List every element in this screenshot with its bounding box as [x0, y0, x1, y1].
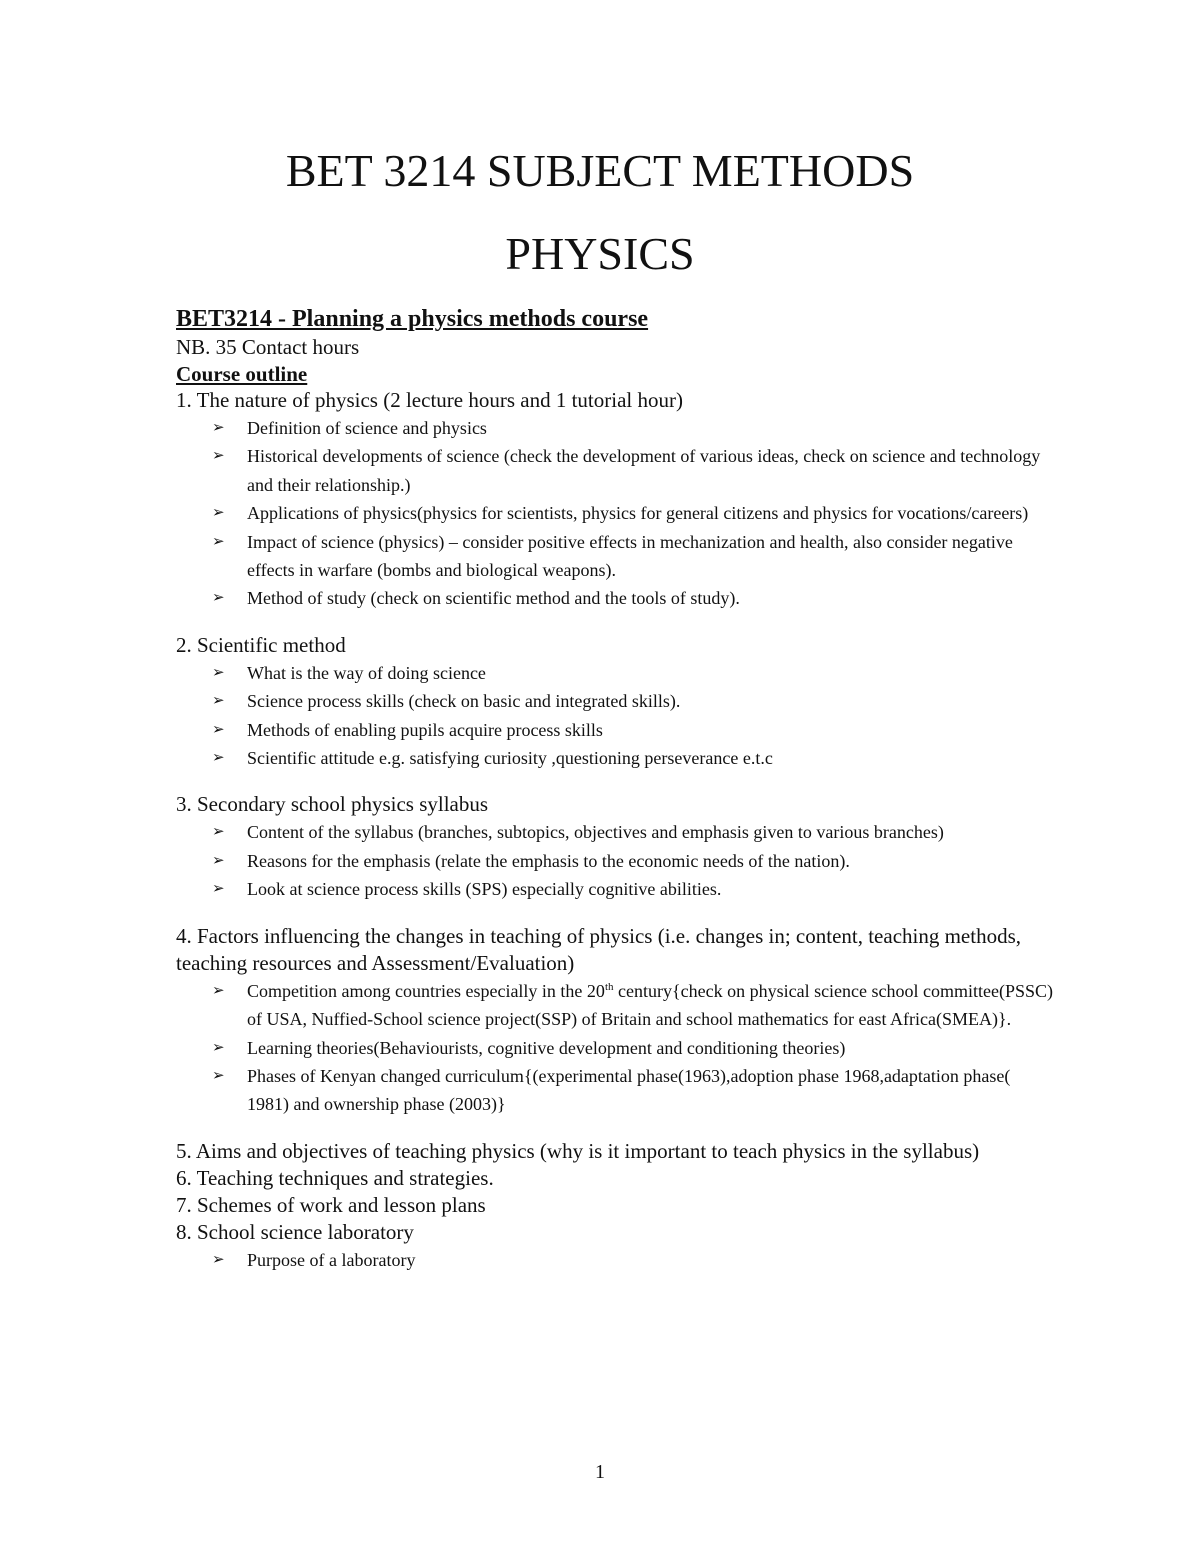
list-item-text: Definition of science and physics	[247, 418, 487, 438]
list-item	[212, 414, 1056, 442]
list-item-text: Method of study (check on scientific method and the tools of study).	[247, 588, 740, 609]
arrow-bullet-icon: ➢	[212, 693, 225, 710]
section-title: 5. Aims and objectives of teaching physics (why is it important to teach physics in the syllabus)	[176, 1138, 980, 1163]
arrow-bullet-icon: ➢	[212, 982, 225, 999]
list-item-text: Science process skills (check on basic and integrated skills).	[247, 691, 681, 712]
arrow-bullet-icon: ➢	[212, 448, 225, 465]
arrow-bullet-icon: ➢	[212, 1039, 225, 1056]
course-outline-label: Course outline	[176, 362, 308, 386]
list-item-text: Look at science process skills (SPS) especially cognitive abilities.	[247, 879, 722, 900]
section-title: 2. Scientific method	[176, 632, 346, 657]
outline-section-2	[176, 632, 1056, 773]
list-item	[212, 847, 1056, 875]
list-item	[212, 499, 1056, 527]
document-title: BET 3214 SUBJECT METHODS	[285, 145, 915, 196]
arrow-bullet-icon: ➢	[212, 533, 225, 550]
list-item-text-end: century{check on physical science school committee(PSSC) of USA, Nuffied-School science project(SSP) of Britain and school mathematics for east Africa(SMEA)}.	[247, 980, 1054, 1030]
list-item-text: Reasons for the emphasis (relate the emphasis to the economic needs of the nation).	[247, 850, 850, 871]
list-item	[212, 875, 1056, 903]
list-item-text: Content of the syllabus (branches, subtopics, objectives and emphasis given to various branches)	[247, 822, 944, 843]
document-body	[176, 304, 1056, 1274]
bullet-list	[176, 414, 1056, 613]
arrow-bullet-icon: ➢	[212, 750, 225, 767]
list-item	[212, 977, 1056, 1034]
list-item	[212, 1062, 1056, 1119]
section-title: 4. Factors influencing the changes in teaching of physics (i.e. changes in; content, teaching methods, teaching resources and Assessment/Evaluation)	[176, 923, 1022, 975]
arrow-bullet-icon: ➢	[212, 852, 225, 869]
list-item-text: Historical developments of science (check the development of various ideas, check on science and technology and their relationship.)	[247, 446, 1041, 495]
arrow-bullet-icon: ➢	[212, 824, 225, 841]
bullet-list	[176, 659, 1056, 773]
arrow-bullet-icon: ➢	[212, 881, 225, 898]
list-item-text: Applications of physics(physics for scientists, physics for general citizens and physics for vocations/careers)	[247, 503, 1029, 524]
arrow-bullet-icon: ➢	[212, 590, 225, 607]
list-item-text: Methods of enabling pupils acquire process skills	[247, 719, 603, 740]
arrow-bullet-icon: ➢	[212, 721, 225, 738]
document-subtitle: PHYSICS	[505, 228, 695, 279]
list-item	[212, 818, 1056, 846]
course-heading: BET3214 - Planning a physics methods course	[176, 306, 649, 332]
section-title: 3. Secondary school physics syllabus	[176, 792, 489, 817]
bullet-list	[176, 1246, 1056, 1274]
contact-hours-note: NB. 35 Contact hours	[176, 335, 360, 359]
list-item-text: Phases of Kenyan changed curriculum{(experimental phase(1963),adoption phase 1968,adaptation phase( 1981) and ownership phase (2003)}	[247, 1065, 1011, 1115]
list-item-text: Learning theories(Behaviourists, cognitive development and conditioning theories)	[247, 1037, 846, 1058]
page-number: 1	[595, 1461, 605, 1483]
list-item	[212, 528, 1056, 585]
outline-section-4	[176, 923, 1056, 1119]
section-title: 8. School science laboratory	[176, 1219, 414, 1244]
list-item	[212, 659, 1056, 687]
bullet-list	[176, 977, 1056, 1119]
section-title: 6. Teaching techniques and strategies.	[176, 1165, 494, 1190]
list-item-text: Purpose of a laboratory	[247, 1249, 416, 1270]
list-item	[212, 1246, 1056, 1274]
outline-section-1	[176, 387, 1056, 613]
arrow-bullet-icon: ➢	[212, 420, 225, 436]
section-title: 7. Schemes of work and lesson plans	[176, 1192, 486, 1217]
list-item	[212, 584, 1056, 612]
ordinal-suffix: th	[604, 980, 614, 993]
outline-section-5-8	[176, 1138, 1056, 1274]
list-item-text: What is the way of doing science	[247, 662, 486, 683]
list-item-text: Impact of science (physics) – consider positive effects in mechanization and health, also consider negative effects in warfare (bombs and biological weapons).	[247, 531, 1013, 581]
list-item-text: Scientific attitude e.g. satisfying curiosity ,questioning perseverance e.t.c	[247, 748, 773, 769]
list-item	[212, 687, 1056, 715]
bullet-list	[176, 818, 1056, 903]
list-item	[212, 716, 1056, 744]
arrow-bullet-icon: ➢	[212, 1251, 225, 1268]
arrow-bullet-icon: ➢	[212, 664, 225, 681]
list-item-text-start: Competition among countries especially in the 20	[247, 980, 605, 1001]
list-item	[212, 1034, 1056, 1062]
section-title: 1. The nature of physics (2 lecture hours and 1 tutorial hour)	[176, 388, 683, 412]
list-item-text	[247, 981, 1053, 1029]
list-item	[212, 744, 1056, 772]
arrow-bullet-icon: ➢	[212, 1067, 225, 1084]
outline-section-3	[176, 791, 1056, 903]
list-item	[212, 442, 1056, 499]
arrow-bullet-icon: ➢	[212, 505, 225, 522]
